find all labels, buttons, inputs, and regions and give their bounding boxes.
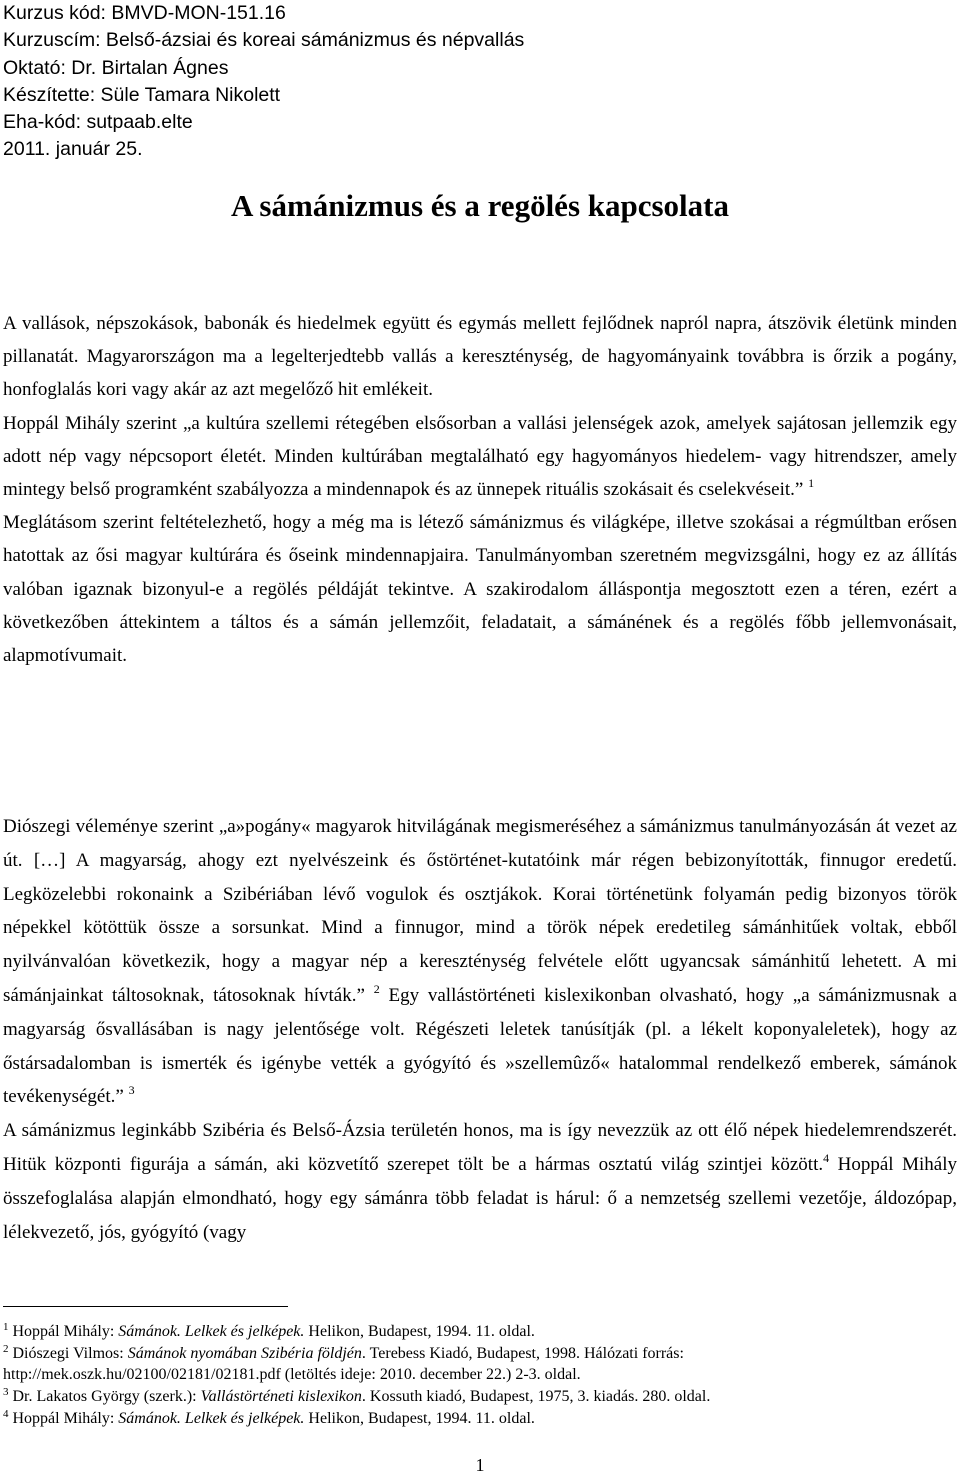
document-header bbox=[3, 0, 703, 164]
author: Készítette: Süle Tamara Nikolett bbox=[3, 83, 281, 106]
footnote-author: Hoppál Mihály: bbox=[12, 1323, 119, 1340]
paragraph-5-text-b: Hoppál Mihály összefoglalása alapján elmondható, hogy egy sámánra több feladat is hárul: ő a nemzetség szellemi vezetője, áldozópap, lélekvezető, jós, gyógyító (vagy bbox=[3, 1153, 957, 1243]
footnote-ref-2: 2 bbox=[373, 981, 380, 996]
footnote-2 bbox=[3, 1343, 957, 1386]
paragraph-1: A vallások, népszokások, babonák és hiedelmek együtt és egymás mellett fejlődnek napról napra, átszövik életünk minden pillanatát. Magyarországon ma a legelterjedtebb vallás a kereszténység, de hagyományaink továbbra is őrzik a pogány, honfoglalás kori vagy akár az azt megelőző hit emlékeit. bbox=[3, 313, 957, 401]
footnote-number: 4 bbox=[3, 1407, 9, 1420]
footnote-rest: . Terebess Kiadó, Budapest, 1998. Hálózati forrás: http://mek.oszk.hu/02100/02181/02181.pdf (letöltés ideje: 2010. december 22.) 2-3. oldal. bbox=[3, 1344, 684, 1384]
footnote-1 bbox=[3, 1321, 957, 1343]
page-number: 1 bbox=[475, 1455, 485, 1475]
paragraph-4 bbox=[3, 810, 957, 1114]
footnote-work: Sámánok nyomában Szibéria földjén bbox=[127, 1344, 362, 1362]
footnote-work: Vallástörténeti kislexikon bbox=[200, 1388, 362, 1406]
document-date: 2011. január 25. bbox=[3, 138, 143, 161]
course-title: Kurzuscím: Belső-ázsiai és koreai sámánizmus és népvallás bbox=[3, 29, 525, 52]
paragraph-3: Meglátásom szerint feltételezhető, hogy a még ma is létező sámánizmus és világképe, illetve szokásai a régmúltban erősen hatottak az ősi magyar kultúrára és őseink mindennapjaira. Tanulmányomban szeretném megvizsgálni, hogy ez az állítás valóban igaznak bizonyul-e a regölés példáját tekintve. A szakirodalom álláspontja megosztott ezen a téren, ezért a következőben áttekintem a táltos és a sámán jellemzőit, feladatait, a sámánének és a regölés főbb jellemvonásait, alapmotívumait. bbox=[3, 512, 957, 667]
footnote-3 bbox=[3, 1386, 957, 1408]
paragraph-2 bbox=[3, 407, 957, 507]
footnote-separator bbox=[3, 1306, 288, 1307]
footnote-work: Sámánok. Lelkek és jelképek. bbox=[118, 1409, 305, 1427]
footnote-ref-3: 3 bbox=[128, 1083, 135, 1098]
footnote-rest: Helikon, Budapest, 1994. 11. oldal. bbox=[304, 1323, 535, 1340]
footnote-work: Sámánok. Lelkek és jelképek. bbox=[118, 1323, 305, 1340]
footnote-rest: Helikon, Budapest, 1994. 11. oldal. bbox=[304, 1409, 535, 1427]
footnote-4 bbox=[3, 1408, 957, 1430]
paragraph-2-text: Hoppál Mihály szerint „a kultúra szellemi rétegében elsősorban a vallási jelenségek azok, amelyek sajátosan jellemzik egy adott nép vagy népcsoport életét. Minden kultúrában megtalálható egy hagyományos hiedelem- vagy hitrendszer, amely mintegy belső programként szabályozza a mindennapok és az ünnepek rituális szokásait és cselekvéseit.” bbox=[3, 412, 957, 501]
body-block-1 bbox=[3, 307, 957, 672]
footnote-ref-4: 4 bbox=[823, 1150, 830, 1165]
course-code: Kurzus kód: BMVD-MON-151.16 bbox=[3, 2, 286, 24]
footnotes bbox=[3, 1321, 957, 1430]
footnote-number: 2 bbox=[3, 1342, 9, 1355]
paragraph-5-text-a: A sámánizmus leginkább Szibéria és Belső-Ázsia területén honos, ma is így nevezzük az ott élő népek hiedelemrendszerét. Hitük központi figurája a sámán, aki közvetítő szerepet tölt be a hármas osztatú világ szintjei között. bbox=[3, 1120, 957, 1175]
paragraph-5 bbox=[3, 1114, 957, 1249]
instructor: Oktató: Dr. Birtalan Ágnes bbox=[3, 56, 229, 79]
footnote-rest: . Kossuth kiadó, Budapest, 1975, 3. kiadás. 280. oldal. bbox=[361, 1388, 711, 1406]
paragraph-4-text-a: Diószegi véleménye szerint „a»pogány« magyarok hitvilágának megismeréséhez a sámánizmus tanulmányozásán át vezet az út. […] A magyarság, ahogy ezt nyelvészeink és őstörténet-kutatóink már régen bebizonyították, finnugor eredetű. Legközelebbi rokonaink a Szibériában lévő vogulok és osztjákok. Korai történetünk folyamán pedig bizonyos török népekkel kötöttük össze a sorsunkat. Mind a finnugor, mind a török népek eredetileg sámánhitűek voltak, ebből nyilvánvalóan következik, hogy a magyar nép a kereszténység felvétele előtt ugyancsak sámánhitű lehetett. A mi sámánjainkat táltosoknak, tátosoknak hívták.” bbox=[3, 816, 957, 1006]
body-block-2 bbox=[3, 810, 957, 1249]
footnote-number: 3 bbox=[3, 1386, 9, 1399]
footnote-ref-1: 1 bbox=[808, 476, 815, 491]
footnote-author: Hoppál Mihály: bbox=[12, 1409, 119, 1427]
paragraph-4-text-b: Egy vallástörténeti kislexikonban olvasható, hogy „a sámánizmusnak a magyarság ősvallásában is nagy jelentősége volt. Régészeti leletek tanúsítják (pl. a lékelt koponyaleletek), hogy az őstársadalomban is ismerték és igénybe vették a gyógyító és »szellemûző« hatalommal rendelkező emberek, sámánok tevékenységét.” bbox=[3, 984, 957, 1108]
eha-code: Eha-kód: sutpaab.elte bbox=[3, 111, 193, 134]
footnote-number: 1 bbox=[3, 1321, 9, 1333]
footnote-author: Diószegi Vilmos: bbox=[12, 1344, 128, 1362]
footnote-author: Dr. Lakatos György (szerk.): bbox=[12, 1388, 201, 1406]
document-title: A sámánizmus és a regölés kapcsolata bbox=[230, 188, 729, 223]
